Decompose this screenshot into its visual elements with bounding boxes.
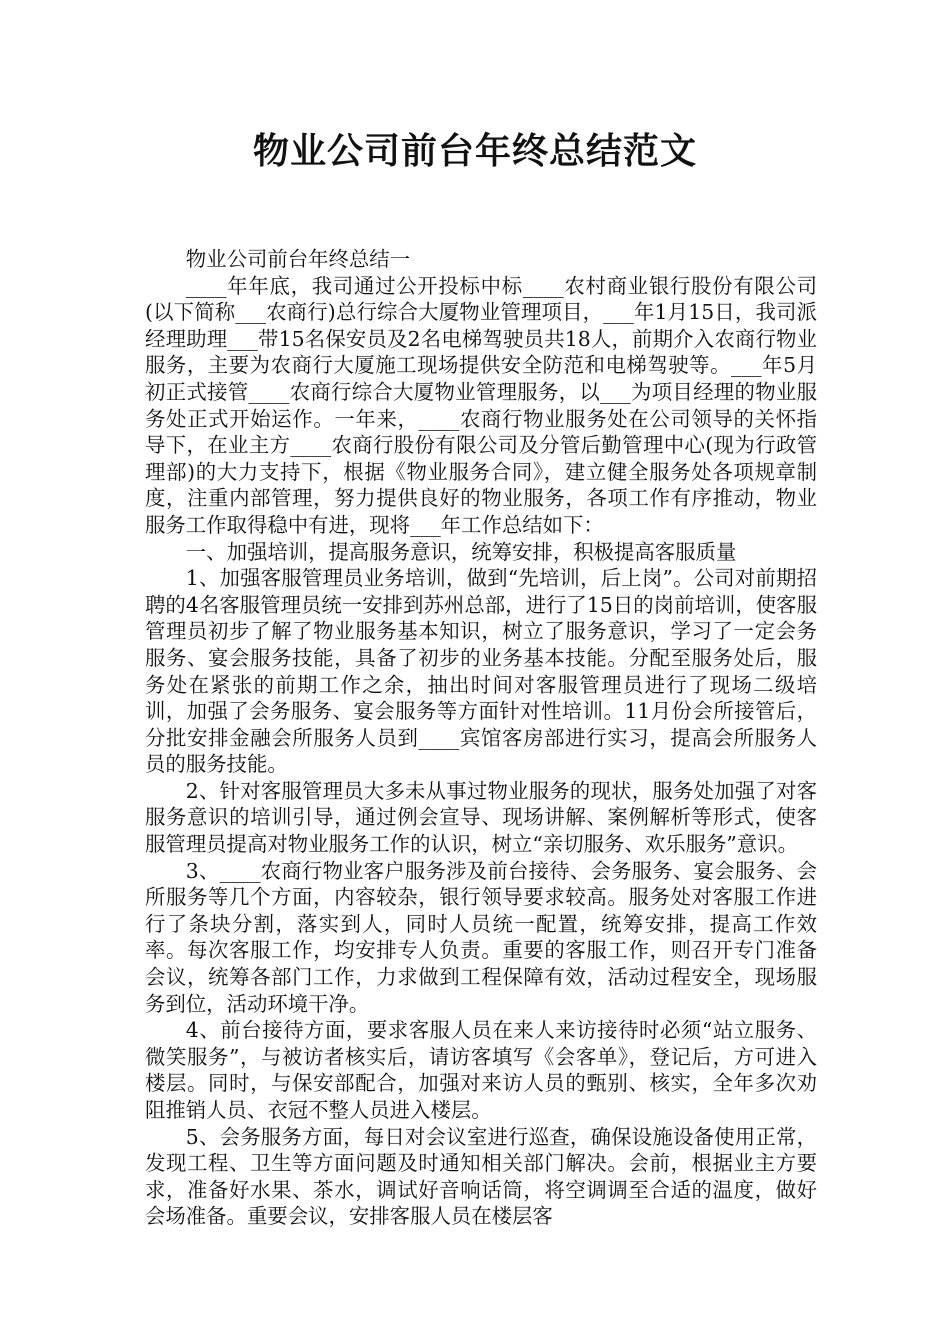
body-paragraph: 2、针对客服管理员大多未从事过物业服务的现状，服务处加强了对客服务意识的培训引导，通过例会宣导、现场讲解、案例解析等形式，使客服管理员提高对物业服务工作的认识，树立“亲切服务、欢乐服务”意识。 (145, 778, 817, 857)
document-body (145, 246, 817, 1230)
body-paragraph: ____年年底，我司通过公开投标中标____农村商业银行股份有限公司(以下简称___农商行)总行综合大厦物业管理项目，___年1月15日，我司派经理助理___带15名保安员及2名电梯驾驶员共18人，前期介入农商行物业服务，主要为农商行大厦施工现场提供安全防范和电梯驾驶等。___年5月初正式接管____农商行综合大厦物业管理服务，以___为项目经理的物业服务处正式开始运作。一年来，____农商行物业服务处在公司领导的关怀指导下，在业主方____农商行股份有限公司及分管后勤管理中心(现为行政管理部)的大力支持下，根据《物业服务合同》，建立健全服务处各项规章制度，注重内部管理，努力提供良好的物业服务，各项工作有序推动，物业服务工作取得稳中有进，现将___年工作总结如下： (145, 273, 817, 537)
section-heading: 一、加强培训，提高服务意识，统筹安排，积极提高客服质量 (185, 539, 737, 564)
body-paragraph: 4、前台接待方面，要求客服人员在来人来访接待时必须“站立服务、微笑服务”，与被访者核实后，请访客填写《会客单》，登记后，方可进入楼层。同时，与保安部配合，加强对来访人员的甄别、核实，全年多次劝阻推销人员、衣冠不整人员进入楼层。 (145, 1018, 817, 1122)
body-paragraph: 1、加强客服管理员业务培训，做到“先培训，后上岗”。公司对前期招聘的4名客服管理员统一安排到苏州总部，进行了15日的岗前培训，使客服管理员初步了解了物业服务基本知识，树立了服务意识，学习了一定会务服务、宴会服务技能，具备了初步的业务基本技能。分配至服务处后，服务处在紧张的前期工作之余，抽出时间对客服管理员进行了现场二级培训，加强了会务服务、宴会服务等方面针对性培训。11月份会所接管后，分批安排金融会所服务人员到____宾馆客房部进行实习，提高会所服务人员的服务技能。 (145, 566, 817, 777)
body-paragraph: 3、____农商行物业客户服务涉及前台接待、会务服务、宴会服务、会所服务等几个方面，内容较杂，银行领导要求较高。服务处对客服工作进行了条块分割，落实到人，同时人员统一配置，统筹安排，提高工作效率。每次客服工作，均安排专人负责。重要的客服工作，则召开专门准备会议，统筹各部门工作，力求做到工程保障有效，活动过程安全，现场服务到位，活动环境干净。 (145, 858, 817, 1016)
section-heading: 物业公司前台年终总结一 (185, 247, 411, 271)
body-paragraph: 5、会务服务方面，每日对会议室进行巡查，确保设施设备使用正常，发现工程、卫生等方面问题及时通知相关部门解决。会前，根据业主方要求，准备好水果、茶水，调试好音响话筒，将空调调至合适的温度，做好会场准备。重要会议，安排客服人员在楼层客 (145, 1124, 817, 1229)
document-title: 物业公司前台年终总结范文 (252, 131, 697, 172)
